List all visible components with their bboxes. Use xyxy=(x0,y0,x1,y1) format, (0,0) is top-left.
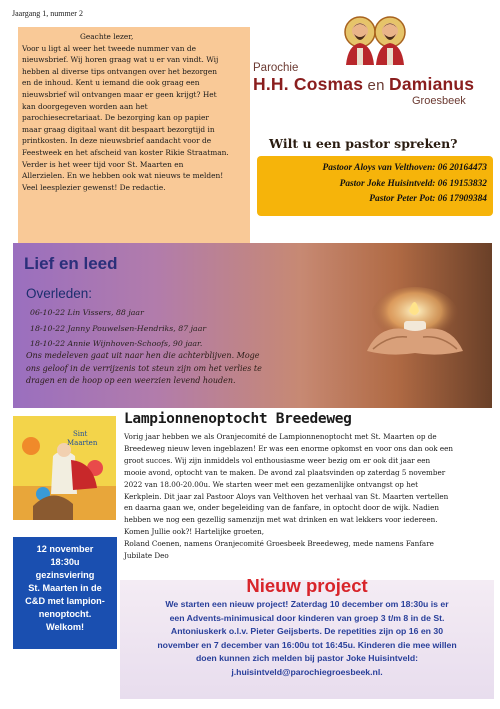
condolence-line: dragen en de hoop op een weerzien levend houden. xyxy=(26,376,236,386)
intro-line: Verder is het weer tijd voor St. Maarten en xyxy=(22,159,184,169)
poster-label-line1: Sint xyxy=(73,430,88,438)
intro-line: en de inhoud. Kent u iemand die ook graag een xyxy=(22,78,200,88)
lampion-line: mooie avond, optocht van te maken. De avond zal plaatsvinden op zaterdag 5 november xyxy=(124,467,446,477)
poster-label-line2: Maarten xyxy=(67,439,98,447)
lampion-line: en daarna gaan we, onder begeleiding van de fanfare, in optocht door de wijk. Nadien xyxy=(124,503,439,513)
event-line: nenoptocht. xyxy=(38,609,92,619)
lampion-text xyxy=(124,431,494,562)
intro-line: maar graag digitaal want dit bespaart bezorgtijd in xyxy=(22,124,215,134)
lampion-line: Vorig jaar hebben we als Oranjecomité de Lampionnenoptocht met St. Maarten op de xyxy=(124,432,437,441)
pastor-contact: Pastor Joke Huisintveld: 06 19153832 xyxy=(339,178,487,189)
issue-label: Jaargang 1, nummer 2 xyxy=(12,9,83,18)
condolence-text xyxy=(26,350,326,388)
event-line: St. Maarten in de xyxy=(28,583,102,593)
overleden-title: Overleden: xyxy=(26,286,93,301)
lampion-line: groot succes. Wij zijn inmiddels vol enthousiasme weer bezig om er ook dit jaar een xyxy=(124,455,431,465)
intro-letter xyxy=(18,27,250,245)
lief-en-leed-section xyxy=(13,243,492,408)
pastor-contact: Pastoor Aloys van Velthoven: 06 20164473 xyxy=(322,163,487,173)
parish-name-a: H.H. Cosmas xyxy=(253,74,364,94)
intro-greeting: Geachte lezer, xyxy=(80,32,134,41)
event-line: C&D met lampion- xyxy=(25,596,105,606)
intro-line: Veel leesplezier gewenst! De redactie. xyxy=(22,182,166,192)
parish-name-b: Damianus xyxy=(388,74,475,94)
nieuw-project-text xyxy=(122,598,492,680)
intro-line: parochiesecretariaat. De bezorging kan op papier xyxy=(22,113,209,123)
event-line: Welkom! xyxy=(45,622,85,632)
parish-town: Groesbeek xyxy=(412,95,466,107)
nieuw-line: doen kunnen zich melden bij pastor Joke Huisintveld: xyxy=(195,653,419,664)
condolence-line: ons geloof in de verrijzenis tot steun zijn om het verlies te xyxy=(26,363,262,373)
lampion-line: Jubilate Deo xyxy=(124,551,169,561)
intro-line: Voor u ligt al weer het tweede nummer van de xyxy=(22,43,196,53)
nieuw-line: Antoniuskerk o.l.v. Pieter Geijsberts. De repetities zijn op 16 en 30 xyxy=(170,626,444,637)
lampion-line: 2022 van 18.00-20.00u. We starten weer met een gezamenlijke ontvangst op het xyxy=(124,479,418,489)
lampion-line: hebben we nog een gezellig samenzijn met wat drinken en wat lekkers voor iedereen. xyxy=(124,515,438,525)
event-line: 12 november xyxy=(36,544,94,554)
nieuw-line: We starten een nieuw project! Zaterdag 10 december om 18:30u is er xyxy=(165,599,449,609)
deaths-list xyxy=(30,305,206,352)
pastor-title: Wilt u een pastor spreken? xyxy=(269,136,458,151)
pastor-contact: Pastor Peter Pot: 06 17909384 xyxy=(369,194,487,204)
lief-en-leed-title: Lief en leed xyxy=(24,254,118,273)
nieuw-line: een Advents-minimusical door kinderen van groep 3 t/m 8 in de St. xyxy=(169,612,445,623)
lampion-line: Breedeweg nieuw leven ingeblazen! Er was een enorme opkomst en voor ons dan ook een xyxy=(124,443,454,453)
sint-maarten-poster-icon xyxy=(13,416,116,520)
intro-line: Feestweek en het afscheid van koster Rikie Straatman. xyxy=(22,147,229,157)
intro-line: Allerzielen. En we hebben ook wat nieuws te melden! xyxy=(22,171,224,181)
lampion-line: Komen Jullie ook?! Hartelijke groeten, xyxy=(124,527,264,537)
parish-label: Parochie xyxy=(253,62,299,74)
event-box xyxy=(13,537,117,649)
lampion-line: Kerkplein. Dit jaar zal Pastoor Aloys van Velthoven het verhaal van St. Maarten vertellen xyxy=(124,491,449,501)
nieuw-project-section xyxy=(120,575,494,699)
intro-line: nieuwsbrief wil ontvangen maar er geen krijgt? Het xyxy=(22,89,217,99)
lampion-title: Lampionnenoptocht Breedeweg xyxy=(124,411,352,427)
candle-in-hands-icon xyxy=(359,281,471,361)
parish-name-en: en xyxy=(363,77,389,94)
event-line: gezinsviering xyxy=(35,570,95,580)
death-entry: 06-10-22 Lin Vissers, 88 jaar xyxy=(30,308,144,317)
intro-line: kan doorgegeven worden aan het xyxy=(22,101,148,111)
contact-email[interactable]: j.huisintveld@parochiegroesbeek.nl. xyxy=(231,666,383,677)
nieuw-line: november en 7 december van 16:00u tot 16:45u. Kinderen die mee willen xyxy=(157,639,457,650)
condolence-line: Ons medeleven gaat uit naar hen die achterblijven. Moge xyxy=(26,351,260,360)
intro-line: nieuwsbrief. Wij horen graag wat u er van vindt. Wij xyxy=(22,55,219,65)
pastor-contacts xyxy=(257,156,493,216)
intro-line: hebben al diverse tips ontvangen over het bezorgen xyxy=(22,66,218,76)
death-entry: 18-10-22 Annie Wijnhoven-Schoofs, 90 jaar. xyxy=(30,339,203,348)
saints-logo-icon xyxy=(340,10,410,65)
event-line: 18:30u xyxy=(50,557,80,567)
death-entry: 18-10-22 Janny Pouwelsen-Hendriks, 87 jaar xyxy=(30,323,207,333)
intro-line: printkosten. In deze nieuwsbrief aandacht voor de xyxy=(22,136,212,146)
lampion-line: Roland Coenen, namens Oranjecomité Groesbeek Breedeweg, mede namens Fanfare xyxy=(124,539,434,549)
nieuw-project-title: Nieuw project xyxy=(246,575,368,596)
parish-name xyxy=(253,74,474,95)
